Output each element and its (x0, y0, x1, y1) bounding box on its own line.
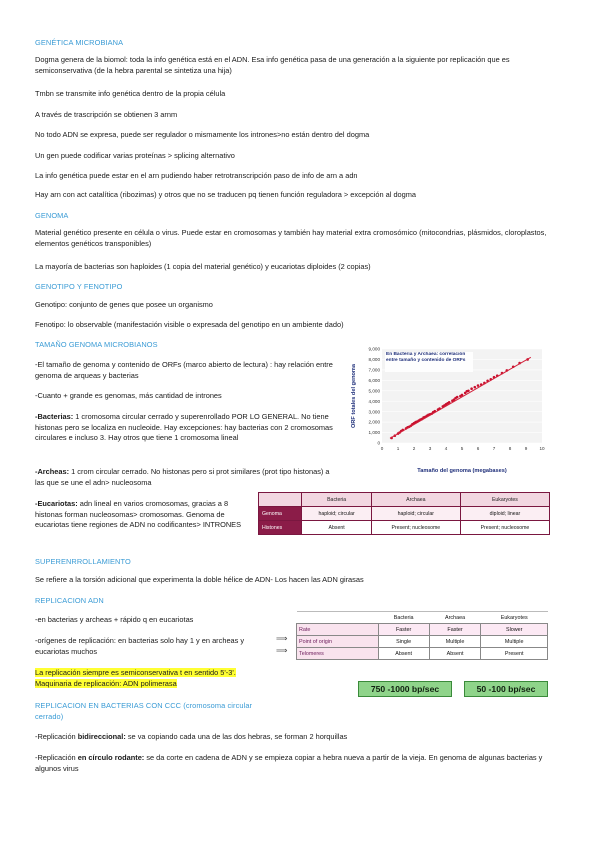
table2-header-eukaryotes: Eukaryotes (481, 612, 548, 624)
genome-comparison-table (258, 492, 550, 535)
archeas-text: 1 crom circular cerrado. No histonas pero si prot similares (prot tipo histonas) a las que se une el adn> nucleosoma (35, 467, 330, 487)
table1-header-bacteria: Bacteria (302, 493, 371, 507)
orf-scatter-chart (346, 345, 551, 475)
paragraph-fenotipo: Fenotipo: lo observable (manifestación visible o expresada del genotipo en un ambiente dado) (35, 320, 344, 329)
paragraph-origenes: -orígenes de replicación: en bacterias solo hay 1 y en archeas y eucariotas muchos (35, 636, 245, 656)
x-tick-label: 0 (380, 446, 384, 451)
table2-header-bacteria: Bacteria (378, 612, 429, 624)
table2-cell: Faster (429, 624, 481, 636)
paragraph-bacterias (35, 412, 335, 444)
table2-cell: Multiple (429, 636, 481, 648)
text: se da corte en cadena de ADN y se empieza copiar a hebra nueva a partir de la vieja. En genoma de algunas bacterias y algunos virus (35, 753, 543, 773)
bold-term: bidireccional: (77, 732, 126, 741)
table1-header-archaea: Archaea (371, 493, 460, 507)
paragraph-material-genetico: Material genético presente en célula o virus. Puede estar en cromosomas y también hay material extra cromosómico (mitocondrias, plásmidos, cloroplastos, elementos genéticos transponibles) (35, 228, 547, 248)
table2-cell: Absent (429, 648, 481, 660)
y-tick-label: 5,000 (368, 388, 380, 394)
paragraph-semiconservativa (35, 668, 267, 689)
table1-header-0 (259, 493, 302, 507)
y-axis-label: ORF totales del genoma (351, 363, 357, 429)
paragraph-haploides: La mayoría de bacterias son haploides (1 copia del material genético) y eucariotas diploides (2 copias) (35, 262, 371, 271)
data-point (474, 386, 477, 389)
table1-cell: diploid; linear (460, 507, 549, 521)
highlighted-text: La replicación siempre es semiconservativa t en sentido 5'-3'. Maquinaria de replicación: ADN polimerasa (35, 668, 236, 688)
table2-header-0 (297, 612, 379, 624)
data-point (477, 384, 480, 387)
x-tick-label: 8 (508, 446, 512, 451)
replicacion-ccc-subtitle: (cromosoma circular cerrado) (35, 701, 253, 721)
table2-cell: Single (378, 636, 429, 648)
paragraph-genotipo: Genotipo: conjunto de genes que posee un organismo (35, 300, 213, 309)
table1-cell: haploid; circular (371, 507, 460, 521)
table1-cell: haploid; circular (302, 507, 371, 521)
x-tick-label: 1 (396, 446, 400, 451)
table2-row-origin: Point of origin (297, 636, 379, 648)
table2-cell: Multiple (481, 636, 548, 648)
bacterias-text: 1 cromosoma circular cerrado y superenrollado POR LO GENERAL. No tiene histonas pero se localiza en nucleoide. Hay excepciones: hay bacterias con 2 cromosomas circulares e incluso 3. Hay otros que tiene 1 cromosoma lineal (35, 412, 333, 442)
section-title-replicacion: REPLICACION ADN (35, 596, 104, 605)
section-title-tamano: TAMAÑO GENOMA MICROBIANOS (35, 340, 158, 349)
text: -Replicación (35, 753, 78, 762)
paragraph-ribozimas: Hay arn con act catalítica (ribozimas) y otros que no se traducen pq tienen función reguladora > excepción al dogma (35, 190, 417, 199)
table1-header-eukaryotes: Eukaryotes (460, 493, 549, 507)
table2-cell: Present (481, 648, 548, 660)
paragraph-splicing: Un gen puede codificar varias proteínas > splicing alternativo (35, 151, 235, 160)
bacterias-label: -Bacterias: (35, 412, 74, 421)
paragraph-eucariotas (35, 499, 250, 531)
speed-bacteria-badge: 750 -1000 bp/sec (358, 681, 452, 697)
y-tick-label: 2,000 (368, 419, 380, 425)
paragraph-rapido: -en bacterias y archeas + rápido q en eucariotas (35, 615, 194, 624)
y-tick-label: 8,000 (368, 357, 380, 363)
table2-row-telomeres: Telomeres (297, 648, 379, 660)
table1-row-histones: Histones (259, 521, 302, 535)
chart-title: En Bacteria y Archaea: correlación entre tamaño y contenido de ORFs (386, 352, 466, 363)
data-point (456, 396, 459, 399)
section-title-genotipo: GENOTIPO Y FENOTIPO (35, 282, 123, 291)
y-tick-label: 1,000 (368, 430, 380, 436)
text: -Replicación (35, 732, 78, 741)
table2-row-rate: Rate (297, 624, 379, 636)
paragraph-orfs: -El tamaño de genoma y contenido de ORFs (marco abierto de lectura) : hay relación entre genoma de arqueas y bacterias (35, 360, 333, 380)
paragraph-retrotranscripcion: La info genética puede estar en el arn pudiendo haber retrotranscripción paso de info de arn a adn (35, 171, 358, 180)
y-tick-label: 9,000 (368, 346, 380, 352)
data-point (470, 387, 473, 390)
y-tick-label: 6,000 (368, 377, 380, 383)
table2-cell: Absent (378, 648, 429, 660)
arrow-icon: ⟹ (276, 646, 288, 655)
x-tick-label: 6 (476, 446, 480, 451)
paragraph-circulo-rodante (35, 753, 555, 774)
replication-table (296, 611, 548, 660)
bold-term: en círculo rodante: (77, 753, 145, 762)
x-axis-label: Tamaño del genoma (megabases) (417, 468, 507, 474)
table1-cell: Present; nucleosome (460, 521, 549, 535)
arrow-icon: ⟹ (276, 634, 288, 643)
eucariotas-text: adn lineal en varios cromosomas, gracias a 8 histonas forman nucleosomas> cromosomas. Genoma de eucariotas tiene regiones de ADN no codificantes> INTRONES (35, 499, 242, 529)
table1-cell: Absent (302, 521, 371, 535)
y-tick-label: 3,000 (368, 409, 380, 415)
data-point (467, 389, 470, 392)
table1-cell: Present; nucleosome (371, 521, 460, 535)
replicacion-ccc-title: REPLICACION EN BACTERIAS CON CCC (35, 701, 182, 710)
paragraph-dogma: Dogma genera de la biomol: toda la info genética está en el ADN. Esa info genética pasa de una generación a la siguiente por replicación que es semiconservativa (de la hebra parental se sintetiza una hija) (35, 55, 510, 75)
archeas-label: -Archeas: (35, 467, 70, 476)
x-tick-label: 4 (444, 446, 448, 451)
section-title-superenrollamiento: SUPERENRROLLAMIENTO (35, 557, 131, 566)
x-tick-label: 2 (412, 446, 416, 451)
paragraph-transmite: Tmbn se transmite info genética dentro de la propia célula (35, 89, 226, 98)
section-title-replicacion-ccc (35, 701, 275, 722)
table2-cell: Faster (378, 624, 429, 636)
paragraph-trascripcion: A través de trascripción se obtienen 3 arnm (35, 110, 178, 119)
section-title-genoma: GENOMA (35, 211, 69, 220)
y-tick-label: 4,000 (368, 398, 380, 404)
x-tick-label: 7 (492, 446, 496, 451)
y-tick-label: 7,000 (368, 367, 380, 373)
table1-row-genome: Genoma (259, 507, 302, 521)
table2-cell: Slower (481, 624, 548, 636)
section-title-genetica: GENÉTICA MICROBIANA (35, 38, 124, 47)
x-tick-label: 5 (460, 446, 464, 451)
y-tick-label: 0 (377, 440, 380, 446)
paragraph-archeas (35, 467, 335, 488)
x-tick-label: 9 (524, 446, 528, 451)
paragraph-no-todo-adn: No todo ADN se expresa, puede ser regulador o mismamente los intrones>no están dentro del dogma (35, 130, 370, 139)
paragraph-intrones: -Cuanto + grande es genomas, más cantidad de intrones (35, 391, 222, 400)
x-tick-label: 3 (428, 446, 432, 451)
eucariotas-label: -Eucariotas: (35, 499, 78, 508)
table2-header-archaea: Archaea (429, 612, 481, 624)
paragraph-bidireccional (35, 732, 555, 743)
x-tick-label: 10 (539, 446, 545, 451)
text: se va copiando cada una de las dos hebras, se forman 2 horquillas (125, 732, 348, 741)
paragraph-girasas: Se refiere a la torsión adicional que experimenta la doble hélice de ADN- Los hacen las ADN girasas (35, 575, 364, 584)
speed-eukaryotes-badge: 50 -100 bp/sec (464, 681, 548, 697)
